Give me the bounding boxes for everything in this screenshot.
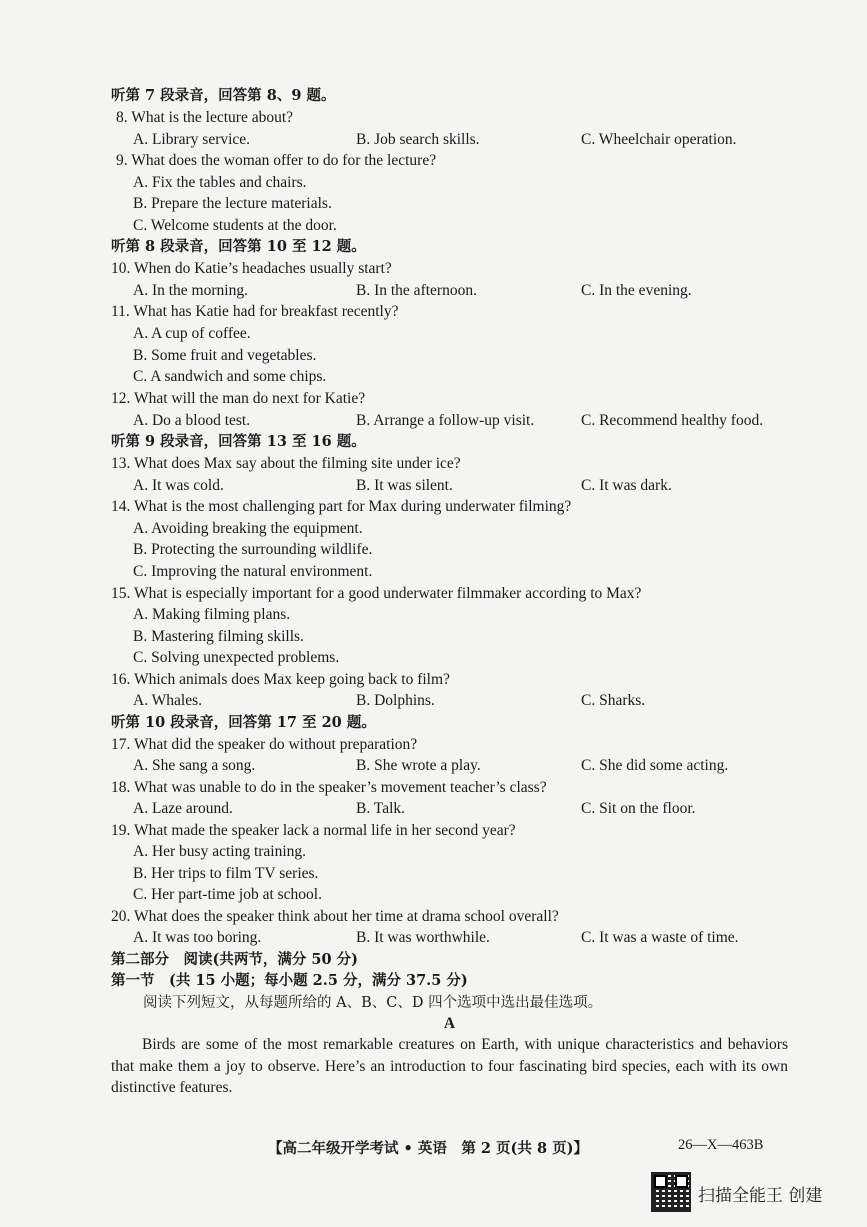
question-stem: 15. What is especially important for a good underwater filmmaker according to Max?	[111, 585, 642, 602]
option-c: C. Recommend healthy food.	[581, 412, 764, 429]
option-a: A. A cup of coffee.	[133, 325, 251, 342]
option-a: A. Laze around.	[133, 800, 233, 817]
section-header: 听第 7 段录音，回答第 8、9 题。	[111, 87, 336, 104]
option-c: C. Welcome students at the door.	[133, 217, 337, 234]
qr-code-icon	[653, 1174, 689, 1210]
option-a: A. Whales.	[133, 692, 203, 709]
part-title: 第二部分 阅读(共两节，满分 50 分)	[111, 951, 358, 968]
option-c: C. In the evening.	[581, 282, 692, 299]
option-c: C. Improving the natural environment.	[133, 563, 373, 580]
option-b: B. In the afternoon.	[356, 282, 477, 299]
question-stem: 18. What was unable to do in the speaker’s movement teacher’s class?	[111, 779, 547, 796]
question-stem: 14. What is the most challenging part for Max during underwater filming?	[111, 498, 572, 515]
option-b: B. Arrange a follow-up visit.	[356, 412, 535, 429]
option-b: B. Protecting the surrounding wildlife.	[133, 541, 373, 558]
question-stem: 17. What did the speaker do without preparation?	[111, 736, 418, 753]
section-header: 听第 8 段录音，回答第 10 至 12 题。	[111, 238, 366, 255]
option-c: C. She did some acting.	[581, 757, 729, 774]
option-c: C. A sandwich and some chips.	[133, 368, 327, 385]
option-b: B. Prepare the lecture materials.	[133, 195, 332, 212]
question-stem: 20. What does the speaker think about her time at drama school overall?	[111, 908, 559, 925]
option-c: C. Sharks.	[581, 692, 646, 709]
option-b: B. Job search skills.	[356, 131, 480, 148]
option-a: A. It was cold.	[133, 477, 224, 494]
option-b: B. Talk.	[356, 800, 406, 817]
scanner-watermark: 扫描全能王 创建	[698, 1186, 823, 1206]
instruction: 阅读下列短文，从每题所给的 A、B、C、D 四个选项中选出最佳选项。	[143, 995, 603, 1011]
option-c: C. It was dark.	[581, 477, 672, 494]
question-stem: 12. What will the man do next for Katie?	[111, 390, 366, 407]
option-b: B. Dolphins.	[356, 692, 435, 709]
option-a: A. Fix the tables and chairs.	[133, 174, 307, 191]
option-b: B. It was silent.	[356, 477, 453, 494]
option-a: A. Her busy acting training.	[133, 843, 307, 860]
option-a: A. Avoiding breaking the equipment.	[133, 520, 363, 537]
passage-text: Birds are some of the most remarkable creatures on Earth, with unique characteristics and behaviors that make them a joy to observe. Here’s an introduction to four fascinating bird species, each with its own distinctive features.	[111, 1036, 788, 1096]
page-footer: 【高二年级开学考试 • 英语 第 2 页(共 8 页)】	[268, 1140, 588, 1157]
section-title: 第一节 (共 15 小题；每小题 2.5 分，满分 37.5 分)	[111, 972, 468, 989]
option-c: C. Solving unexpected problems.	[133, 649, 340, 666]
question-stem: 9. What does the woman offer to do for the lecture?	[116, 152, 437, 169]
option-b: B. Mastering filming skills.	[133, 628, 304, 645]
option-c: C. Sit on the floor.	[581, 800, 696, 817]
option-c: C. It was a waste of time.	[581, 929, 739, 946]
exam-code: 26—X—463B	[678, 1137, 764, 1153]
option-a: A. She sang a song.	[133, 757, 256, 774]
option-c: C. Her part-time job at school.	[133, 886, 322, 903]
question-stem: 8. What is the lecture about?	[116, 109, 294, 126]
question-stem: 16. Which animals does Max keep going back to film?	[111, 671, 450, 688]
question-stem: 11. What has Katie had for breakfast recently?	[111, 303, 399, 320]
section-header: 听第 9 段录音，回答第 13 至 16 题。	[111, 433, 366, 450]
option-b: B. She wrote a play.	[356, 757, 481, 774]
option-a: A. Making filming plans.	[133, 606, 291, 623]
option-b: B. Some fruit and vegetables.	[133, 347, 317, 364]
option-c: C. Wheelchair operation.	[581, 131, 737, 148]
option-a: A. It was too boring.	[133, 929, 262, 946]
option-a: A. Do a blood test.	[133, 412, 251, 429]
option-b: B. Her trips to film TV series.	[133, 865, 319, 882]
option-a: A. In the morning.	[133, 282, 248, 299]
question-stem: 10. When do Katie’s headaches usually start?	[111, 260, 392, 277]
option-b: B. It was worthwhile.	[356, 929, 490, 946]
option-a: A. Library service.	[133, 131, 251, 148]
passage-label: A	[443, 1015, 456, 1032]
question-stem: 13. What does Max say about the filming site under ice?	[111, 455, 461, 472]
question-stem: 19. What made the speaker lack a normal life in her second year?	[111, 822, 516, 839]
section-header: 听第 10 段录音，回答第 17 至 20 题。	[111, 714, 376, 731]
